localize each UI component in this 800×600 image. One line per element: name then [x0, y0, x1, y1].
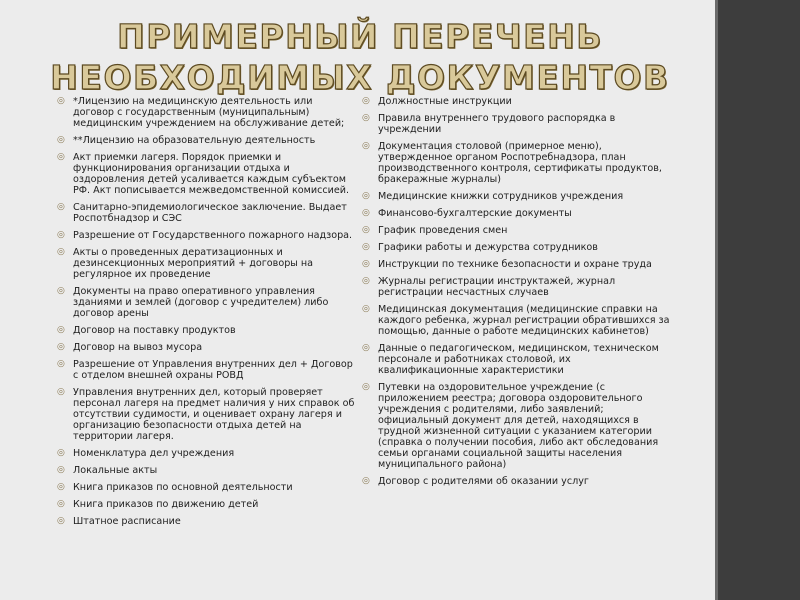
document-list-item-text: Медицинская документация (медицинские справки на каждого ребенка, журнал регистрации обратившихся за помощью, данные о работе медицинских кабинетов): [378, 304, 670, 337]
side-decoration-panel: [715, 0, 800, 600]
ring-bullet-icon: ◎: [362, 191, 370, 201]
slide-title: ПРИМЕРНЫЙ ПЕРЕЧЕНЬ НЕОБХОДИМЫХ ДОКУМЕНТОВ: [50, 17, 670, 97]
document-list-item-text: Локальные акты: [73, 465, 158, 476]
document-list-item: [361, 259, 673, 270]
ring-bullet-icon: ◎: [57, 286, 65, 296]
ring-bullet-icon: ◎: [362, 113, 370, 123]
document-list-item-text: Договор на вывоз мусора: [73, 342, 203, 353]
document-list-item-text: Разрешение от Государственного пожарного надзора.: [73, 230, 353, 241]
ring-bullet-icon: ◎: [57, 387, 65, 397]
document-list-item-text: Договор на поставку продуктов: [73, 325, 236, 336]
ring-bullet-icon: ◎: [57, 230, 65, 240]
document-list-item: [361, 242, 673, 253]
document-list-item-text: Акты о проведенных дератизационных и дезинсекционных мероприятий + договоры на регулярное их проведение: [73, 247, 314, 280]
document-list-item-text: Медицинские книжки сотрудников учреждения: [378, 191, 624, 202]
document-list-item: [56, 230, 356, 241]
document-list-item: [361, 343, 673, 376]
document-list-item-text: Разрешение от Управления внутренних дел + Договор с отделом внешней охраны РОВД: [73, 359, 353, 381]
ring-bullet-icon: ◎: [57, 448, 65, 458]
document-list-item-text: Книга приказов по основной деятельности: [73, 482, 293, 493]
document-list-item: [56, 135, 356, 146]
ring-bullet-icon: ◎: [362, 141, 370, 151]
document-list-item: [56, 286, 356, 319]
right-document-list: [361, 96, 673, 493]
ring-bullet-icon: ◎: [362, 382, 370, 392]
document-list-item: [361, 208, 673, 219]
ring-bullet-icon: ◎: [362, 96, 370, 106]
document-list-item: [361, 276, 673, 298]
ring-bullet-icon: ◎: [362, 225, 370, 235]
ring-bullet-icon: ◎: [57, 482, 65, 492]
document-list-item: [56, 152, 356, 196]
ring-bullet-icon: ◎: [57, 96, 65, 106]
document-list-item: [56, 359, 356, 381]
ring-bullet-icon: ◎: [57, 516, 65, 526]
document-list-item-text: Номенклатура дел учреждения: [73, 448, 235, 459]
document-list-item-text: Правила внутреннего трудового распорядка в учреждении: [378, 113, 616, 135]
document-list-item-text: Договор с родителями об оказании услуг: [378, 476, 589, 487]
ring-bullet-icon: ◎: [57, 202, 65, 212]
document-list-item: [361, 191, 673, 202]
document-list-item-text: Акт приемки лагеря. Порядок приемки и функционирования организации отдыха и оздоровления детей усаливается каждым субъектом РФ. Акт пописывается межведомственной комиссией.: [73, 152, 350, 196]
ring-bullet-icon: ◎: [362, 343, 370, 353]
ring-bullet-icon: ◎: [362, 259, 370, 269]
document-list-item-text: *Лицензию на медицинскую деятельность или договор с государственным (муниципальным) медицинским учреждением на обслуживание детей;: [73, 96, 345, 129]
ring-bullet-icon: ◎: [57, 342, 65, 352]
document-list-item: [56, 499, 356, 510]
document-list-item-text: Данные о педагогическом, медицинском, техническом персонале и работниках столовой, их квалификационные характеристики: [378, 343, 659, 376]
document-list-item-text: График проведения смен: [378, 225, 508, 236]
ring-bullet-icon: ◎: [362, 304, 370, 314]
document-list-item: [361, 225, 673, 236]
document-list-item-text: Управления внутренних дел, который проверяет персонал лагеря на предмет наличия у них справок об отсутствии судимости, и оценивает охрану лагеря и организацию безопасности отдыха детей на территории лагеря.: [73, 387, 355, 442]
document-list-item-text: Путевки на оздоровительное учреждение (с приложением реестра; договора оздоровительного учреждения с родителями, либо заявлений; официальный документ для детей, находящихся в трудной жизненной ситуации с указанием категории (справка о получении пособия, либо акт обследования семьи органами социальной защиты населения муниципального района): [378, 382, 659, 470]
document-list-item-text: Инструкции по технике безопасности и охране труда: [378, 259, 652, 270]
document-list-item-text: Документация столовой (примерное меню), утвержденное органом Роспотребнадзора, план производственного контроля, сертификаты продуктов, бракеражные журналы): [378, 141, 662, 185]
document-list-item: [361, 141, 673, 185]
document-list-item-text: Графики работы и дежурства сотрудников: [378, 242, 598, 253]
document-list-item: [56, 342, 356, 353]
ring-bullet-icon: ◎: [362, 208, 370, 218]
side-panel-edge: [715, 0, 718, 600]
document-list-item-text: Санитарно-эпидемиологическое заключение. Выдает Роспотбнадзор и СЭС: [73, 202, 347, 224]
document-list-item-text: Книга приказов по движению детей: [73, 499, 259, 510]
ring-bullet-icon: ◎: [362, 476, 370, 486]
document-list-item-text: **Лицензию на образовательную деятельность: [73, 135, 316, 146]
ring-bullet-icon: ◎: [57, 499, 65, 509]
document-list-item: [56, 325, 356, 336]
document-list-item-text: Документы на право оперативного управления зданиями и землей (договор с учредителем) либо договор арены: [73, 286, 329, 319]
document-list-item: [56, 202, 356, 224]
document-list-item: [361, 113, 673, 135]
document-list-item: [361, 96, 673, 107]
left-document-list: [56, 96, 356, 533]
document-list-item: [56, 448, 356, 459]
document-list-item-text: Штатное расписание: [73, 516, 181, 527]
ring-bullet-icon: ◎: [362, 242, 370, 252]
ring-bullet-icon: ◎: [57, 135, 65, 145]
ring-bullet-icon: ◎: [57, 465, 65, 475]
document-list-item: [56, 387, 356, 442]
document-list-item: [361, 304, 673, 337]
document-list-item: [56, 465, 356, 476]
ring-bullet-icon: ◎: [57, 152, 65, 162]
document-list-item-text: Финансово-бухгалтерские документы: [378, 208, 572, 219]
document-list-item: [56, 247, 356, 280]
document-list-item: [56, 516, 356, 527]
ring-bullet-icon: ◎: [57, 359, 65, 369]
document-list-item-text: Журналы регистрации инструктажей, журнал регистрации несчастных случаев: [378, 276, 616, 298]
ring-bullet-icon: ◎: [57, 325, 65, 335]
document-list-item-text: Должностные инструкции: [378, 96, 512, 107]
document-list-item: [56, 482, 356, 493]
document-list-item: [56, 96, 356, 129]
document-list-item: [361, 476, 673, 487]
ring-bullet-icon: ◎: [57, 247, 65, 257]
ring-bullet-icon: ◎: [362, 276, 370, 286]
document-list-item: [361, 382, 673, 470]
